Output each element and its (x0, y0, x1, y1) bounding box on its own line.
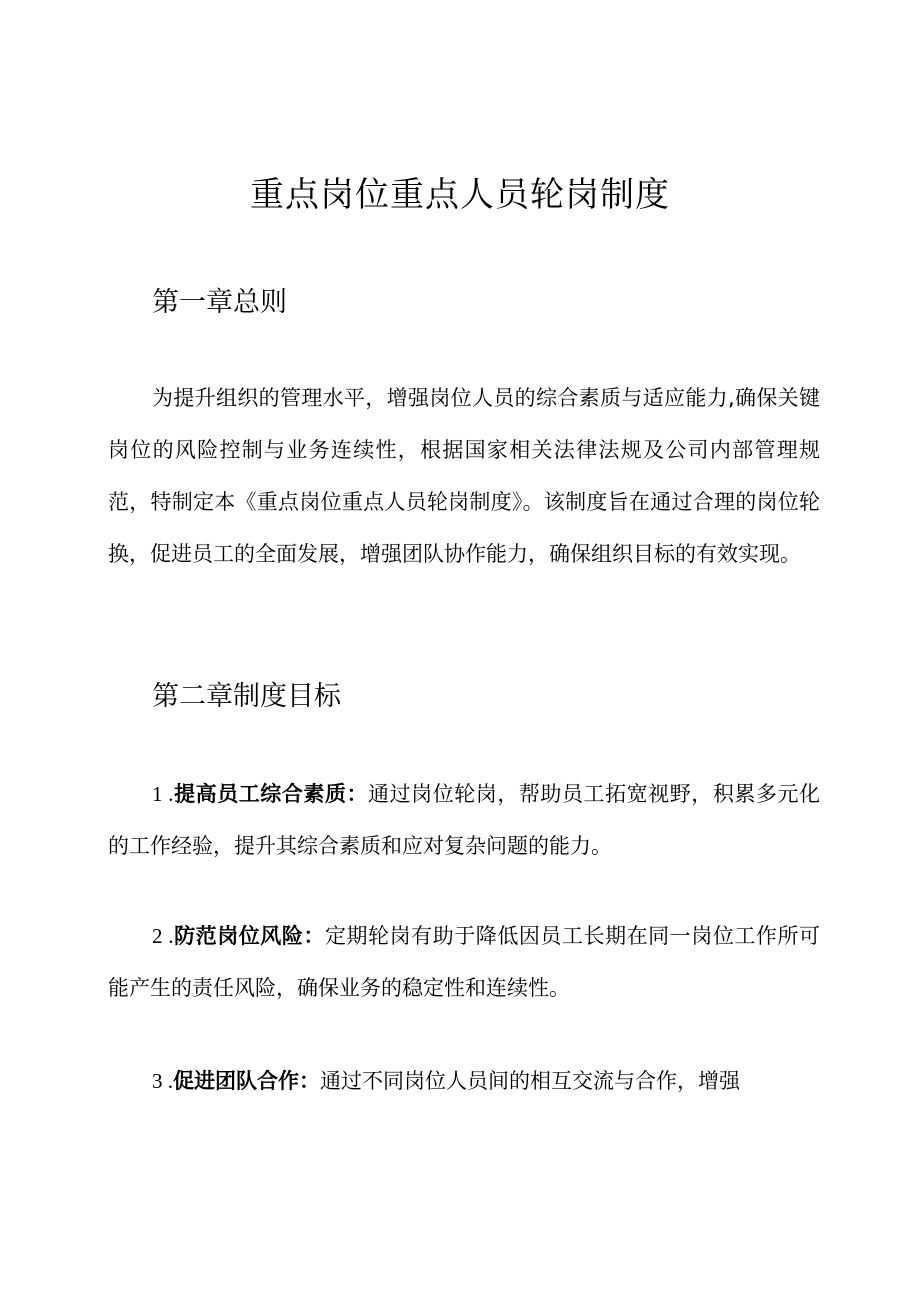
goal-item-number: 1 . (152, 782, 174, 806)
chapter-1-heading: 第一章总则 (152, 287, 287, 318)
goal-item-3 (108, 1055, 820, 1107)
goal-item-number: 3 . (152, 1069, 173, 1093)
goal-item-text: 通过岗位轮岗，帮助员工拓宽视野，积累多元化的工作经验，提升其综合素质和应对复杂问题的能力。 (108, 782, 821, 858)
goal-item-1 (108, 768, 820, 872)
chapter-2-heading: 第二章制度目标 (152, 681, 341, 712)
goal-item-number: 2 . (152, 924, 174, 948)
document-title: 重点岗位重点人员轮岗制度 (250, 175, 670, 215)
goal-item-label: 防范岗位风险： (173, 924, 325, 948)
goal-item-label: 提高员工综合素质： (173, 782, 369, 806)
chapter-1-paragraph: 为提升组织的管理水平，增强岗位人员的综合素质与适应能力,确保关键岗位的风险控制与业务连续性，根据国家相关法律法规及公司内部管理规范，特制定本《重点岗位重点人员轮岗制度》。该制度旨在通过合理的岗位轮换，促进员工的全面发展，增强团队协作能力，确保组织目标的有效实现。 (108, 386, 820, 566)
goal-item-text: 通过不同岗位人员间的相互交流与合作，增强 (320, 1069, 740, 1093)
goal-item-text: 定期轮岗有助于降低因员工长期在同一岗位工作所可能产生的责任风险，确保业务的稳定性和连续性。 (108, 924, 821, 1000)
goal-item-2 (108, 910, 820, 1014)
goal-item-label: 促进团队合作： (173, 1069, 320, 1093)
